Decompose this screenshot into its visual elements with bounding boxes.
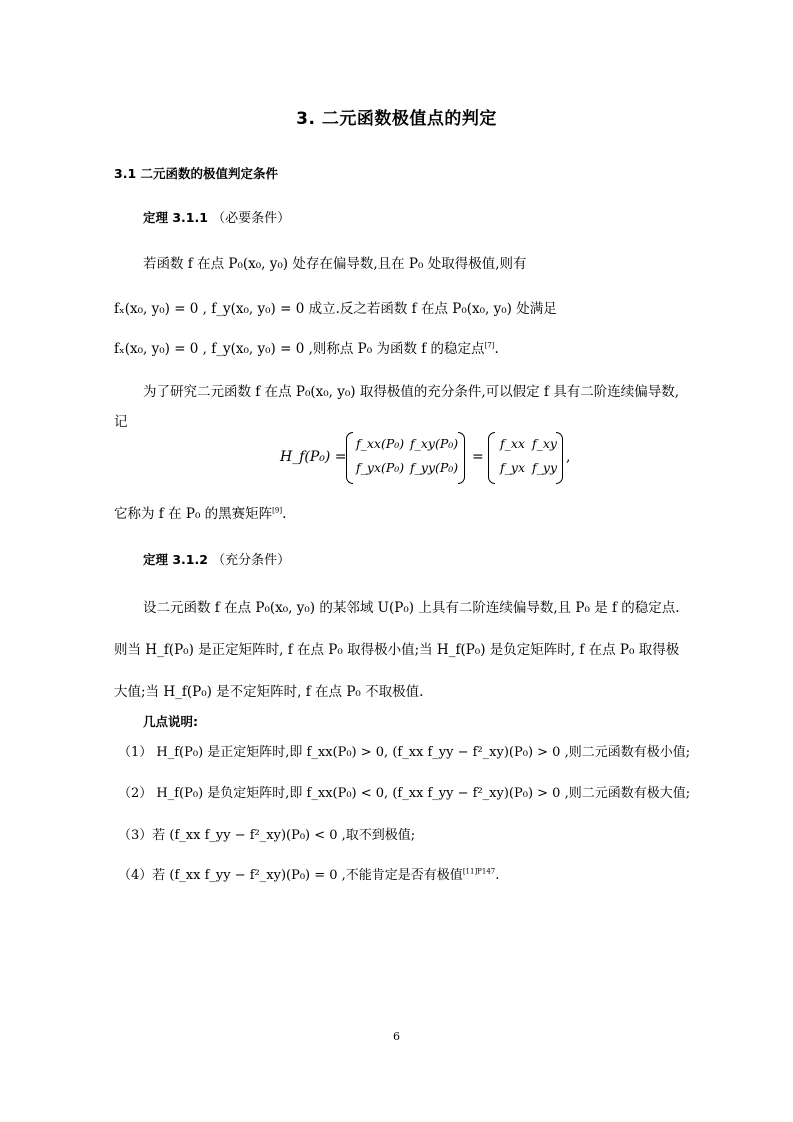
theorem-label: 定理 3.1.2 — [143, 552, 208, 567]
remark-4-text: （4）若 (f_xx f_yy − f²_xy)(P₀) = 0 ,不能肯定是否有极值 — [118, 868, 463, 883]
left-bracket — [488, 432, 495, 484]
remark-item: （1） H_f(P₀) 是正定矩阵时,即 f_xx(P₀) > 0, (f_xx f_yy − f²_xy)(P₀) > 0 ,则二元函数有极小值; — [118, 745, 691, 760]
matrix-cell: f_yx — [500, 460, 525, 475]
remark-item: （3）若 (f_xx f_yy − f²_xy)(P₀) < 0 ,取不到极值; — [118, 828, 416, 843]
theorem-note: （必要条件） — [212, 211, 291, 226]
matrix-cell: f_xx — [500, 436, 525, 451]
hessian-lhs: H_f(P₀) = — [280, 449, 347, 465]
paragraph-stationary-point — [114, 337, 499, 357]
matrix-cell: f_xy(P₀) — [410, 436, 459, 451]
matrix-cell: f_xx(P₀) — [356, 436, 405, 451]
paragraph-sufficient-intro: 为了研究二元函数 f 在点 P₀(x₀, y₀) 取得极值的充分条件,可以假定 f 具有二阶连续偏导数, — [143, 384, 679, 400]
chapter-title: 3. 二元函数极值点的判定 — [296, 109, 497, 129]
equals-sign: = — [472, 449, 484, 465]
hessian-equation — [280, 432, 580, 482]
section-heading: 3.1 二元函数的极值判定条件 — [114, 166, 278, 181]
theorem-note: （充分条件） — [212, 553, 291, 568]
left-bracket — [346, 432, 353, 484]
remarks-heading: 几点说明: — [143, 714, 198, 729]
hessian-name-text: 它称为 f 在 P₀ 的黑赛矩阵 — [114, 506, 273, 522]
paragraph-partial-derivatives: fₓ(x₀, y₀) = 0 , f_y(x₀, y₀) = 0 成立.反之若函数 f 在点 P₀(x₀, y₀) 处满足 — [114, 301, 557, 317]
paragraph-ji: 记 — [114, 414, 128, 430]
paragraph-theorem-cases: 则当 H_f(P₀) 是正定矩阵时, f 在点 P₀ 取得极小值;当 H_f(P₀) 是负定矩阵时, f 在点 P₀ 取得极 — [114, 642, 680, 658]
matrix-cell: f_xy — [532, 436, 557, 451]
stationary-point-text: fₓ(x₀, y₀) = 0 , f_y(x₀, y₀) = 0 ,则称点 P₀ 为函数 f 的稳定点 — [114, 341, 485, 357]
citation: [9] — [272, 506, 283, 515]
hessian-name-end: . — [282, 506, 287, 522]
paragraph-necessary-condition: 若函数 f 在点 P₀(x₀, y₀) 处存在偏导数,且在 P₀ 处取得极值,则有 — [143, 256, 527, 272]
stationary-point-end: . — [494, 341, 499, 357]
theorem-3-1-1-heading — [143, 207, 290, 226]
theorem-label: 定理 3.1.1 — [143, 210, 208, 225]
right-bracket — [556, 432, 563, 484]
matrix-cell: f_yy(P₀) — [410, 460, 459, 475]
paragraph-hessian-name — [114, 502, 286, 522]
remark-item: （2） H_f(P₀) 是负定矩阵时,即 f_xx(P₀) < 0, (f_xx f_yy − f²_xy)(P₀) > 0 ,则二元函数有极大值; — [118, 786, 691, 801]
remark-item — [118, 864, 499, 883]
right-bracket — [458, 432, 465, 484]
paragraph-theorem-end: 大值;当 H_f(P₀) 是不定矩阵时, f 在点 P₀ 不取极值. — [114, 684, 424, 700]
citation: [7] — [484, 341, 495, 350]
remark-4-end: . — [495, 868, 500, 883]
page-number: 6 — [393, 1030, 400, 1043]
paragraph-theorem-statement: 设二元函数 f 在点 P₀(x₀, y₀) 的某邻域 U(P₀) 上具有二阶连续偏导数,且 P₀ 是 f 的稳定点. — [143, 600, 680, 616]
theorem-3-1-2-heading — [143, 549, 290, 568]
citation: [11]P147 — [462, 867, 496, 876]
matrix-cell: f_yy — [532, 460, 557, 475]
matrix-cell: f_yx(P₀) — [356, 460, 405, 475]
comma: , — [566, 449, 571, 465]
